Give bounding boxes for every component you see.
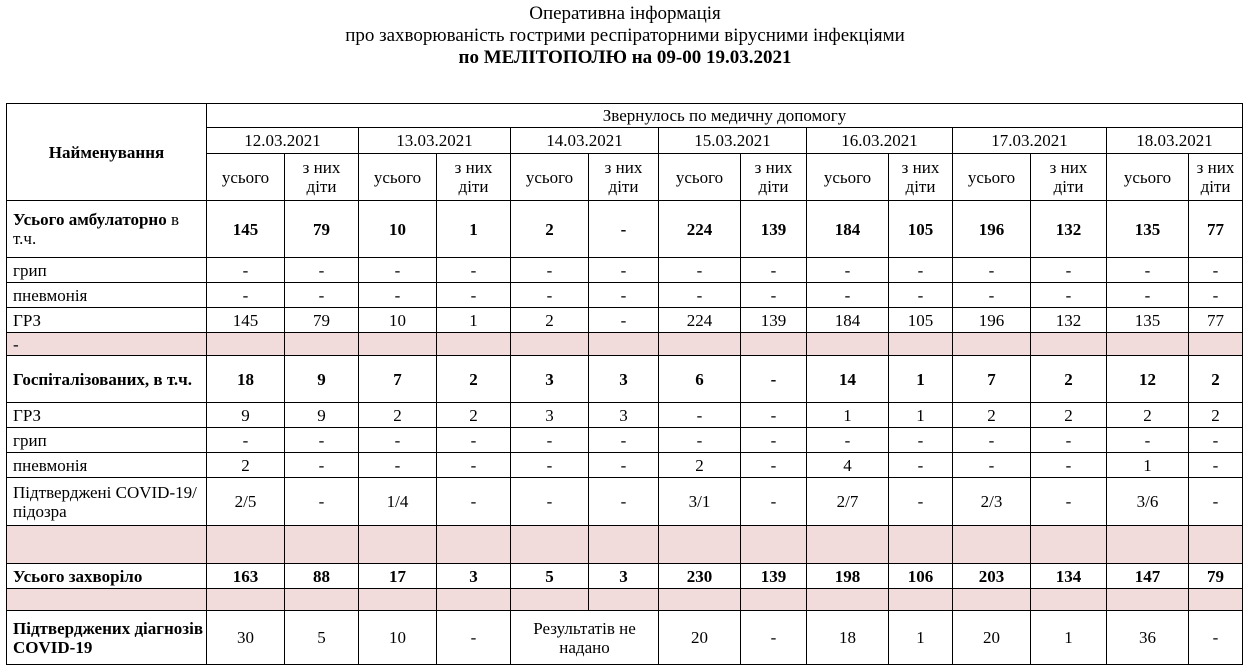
empty-cell bbox=[807, 589, 889, 611]
table-cell: - bbox=[889, 453, 953, 478]
empty-cell bbox=[807, 526, 889, 564]
empty-cell bbox=[889, 333, 953, 356]
table-cell: 230 bbox=[659, 564, 741, 589]
empty-cell bbox=[589, 526, 659, 564]
row-arvi2 bbox=[7, 403, 1243, 428]
empty-cell bbox=[1189, 589, 1243, 611]
row-arvi1 bbox=[7, 308, 1243, 333]
empty-cell bbox=[659, 333, 741, 356]
row-label-bold: Усього амбулаторно bbox=[13, 210, 167, 229]
table-cell: - bbox=[1107, 428, 1189, 453]
table-cell: - bbox=[889, 258, 953, 283]
table-cell: - bbox=[741, 611, 807, 665]
table-cell: 20 bbox=[953, 611, 1031, 665]
table-cell: - bbox=[285, 453, 359, 478]
table-cell: - bbox=[1189, 478, 1243, 526]
table-cell: 1 bbox=[1031, 611, 1107, 665]
row-hosp bbox=[7, 356, 1243, 403]
table-cell: 77 bbox=[1189, 201, 1243, 258]
table-cell: - bbox=[659, 258, 741, 283]
empty-cell bbox=[589, 333, 659, 356]
name-column-header: Найменування bbox=[7, 104, 207, 201]
table-cell: 2/7 bbox=[807, 478, 889, 526]
table-cell: - bbox=[741, 258, 807, 283]
table-cell: - bbox=[1031, 283, 1107, 308]
table-cell: 18 bbox=[207, 356, 285, 403]
table-cell: - bbox=[953, 258, 1031, 283]
row-label: грип bbox=[7, 428, 207, 453]
row-label bbox=[7, 589, 207, 611]
table-cell: 163 bbox=[207, 564, 285, 589]
table-cell: - bbox=[889, 428, 953, 453]
table-cell: 196 bbox=[953, 201, 1031, 258]
table-cell: 2 bbox=[1189, 403, 1243, 428]
subheader-children: з них діти bbox=[1031, 154, 1107, 201]
row-label: - bbox=[7, 333, 207, 356]
row-label bbox=[7, 526, 207, 564]
empty-cell bbox=[207, 526, 285, 564]
empty-cell bbox=[207, 589, 285, 611]
empty-cell bbox=[741, 333, 807, 356]
row-label: пневмонія bbox=[7, 283, 207, 308]
subheader-children: з них діти bbox=[741, 154, 807, 201]
row-label-suffix: в т.ч. bbox=[13, 210, 179, 248]
subheader-total: усього bbox=[1107, 154, 1189, 201]
table-cell: 7 bbox=[953, 356, 1031, 403]
subheader-children: з них діти bbox=[285, 154, 359, 201]
subheader-total: усього bbox=[207, 154, 285, 201]
table-cell: - bbox=[437, 428, 511, 453]
empty-cell bbox=[953, 526, 1031, 564]
table-cell: - bbox=[511, 428, 589, 453]
table-cell: 7 bbox=[359, 356, 437, 403]
date-header: 15.03.2021 bbox=[659, 128, 807, 154]
table-cell: 2 bbox=[659, 453, 741, 478]
table-cell: 2/5 bbox=[207, 478, 285, 526]
table-cell: - bbox=[807, 428, 889, 453]
table-cell: - bbox=[285, 283, 359, 308]
date-header: 12.03.2021 bbox=[207, 128, 359, 154]
table-cell: - bbox=[741, 478, 807, 526]
table-cell: 9 bbox=[285, 403, 359, 428]
subheader-total: усього bbox=[511, 154, 589, 201]
table-cell: - bbox=[359, 283, 437, 308]
table-cell: - bbox=[953, 453, 1031, 478]
table-cell: 203 bbox=[953, 564, 1031, 589]
table-cell: - bbox=[1189, 283, 1243, 308]
table-cell: 139 bbox=[741, 201, 807, 258]
empty-cell bbox=[1031, 589, 1107, 611]
empty-cell bbox=[511, 589, 589, 611]
table-cell: 105 bbox=[889, 201, 953, 258]
date-header: 14.03.2021 bbox=[511, 128, 659, 154]
empty-cell bbox=[359, 589, 437, 611]
table-cell: 147 bbox=[1107, 564, 1189, 589]
subheader-children: з них діти bbox=[589, 154, 659, 201]
table-cell: 135 bbox=[1107, 201, 1189, 258]
table-cell: - bbox=[437, 258, 511, 283]
separator-row bbox=[7, 333, 1243, 356]
table-cell: 10 bbox=[359, 611, 437, 665]
table-cell: 145 bbox=[207, 308, 285, 333]
title-line-1: Оперативна інформація bbox=[529, 3, 721, 24]
table-cell: 1 bbox=[889, 356, 953, 403]
empty-cell bbox=[659, 589, 741, 611]
table-cell: - bbox=[207, 258, 285, 283]
table-cell: - bbox=[741, 403, 807, 428]
table-cell: - bbox=[511, 453, 589, 478]
table-cell: 1 bbox=[807, 403, 889, 428]
empty-cell bbox=[1107, 526, 1189, 564]
table-cell: 139 bbox=[741, 564, 807, 589]
table-cell: - bbox=[953, 428, 1031, 453]
empty-cell bbox=[741, 589, 807, 611]
table-cell: 2 bbox=[1031, 403, 1107, 428]
empty-cell bbox=[741, 526, 807, 564]
table-cell: 196 bbox=[953, 308, 1031, 333]
table-cell: 2 bbox=[207, 453, 285, 478]
separator-row bbox=[7, 589, 1243, 611]
table-cell: 224 bbox=[659, 308, 741, 333]
report-title bbox=[0, 0, 1250, 69]
table-cell: 2 bbox=[1189, 356, 1243, 403]
table-cell: 1/4 bbox=[359, 478, 437, 526]
empty-cell bbox=[1189, 526, 1243, 564]
table-cell: - bbox=[359, 258, 437, 283]
empty-cell bbox=[1031, 333, 1107, 356]
table-cell: - bbox=[437, 478, 511, 526]
title-line-3: по МЕЛІТОПОЛЮ на 09-00 19.03.2021 bbox=[458, 47, 792, 68]
row-label: ГРЗ bbox=[7, 403, 207, 428]
table-cell: 17 bbox=[359, 564, 437, 589]
table-cell: 2 bbox=[359, 403, 437, 428]
table-cell: - bbox=[741, 283, 807, 308]
empty-cell bbox=[437, 333, 511, 356]
table-cell: - bbox=[589, 308, 659, 333]
table-cell: 1 bbox=[437, 201, 511, 258]
row-confirmed bbox=[7, 611, 1243, 665]
empty-cell bbox=[285, 589, 359, 611]
row-amb bbox=[7, 201, 1243, 258]
table-cell: - bbox=[437, 611, 511, 665]
table-cell: 10 bbox=[359, 308, 437, 333]
row-label: Підтверджених діагнозів COVID-19 bbox=[7, 611, 207, 665]
table-cell: - bbox=[1189, 453, 1243, 478]
table-cell: - bbox=[359, 428, 437, 453]
table-cell: 5 bbox=[511, 564, 589, 589]
table-cell: 18 bbox=[807, 611, 889, 665]
empty-cell bbox=[511, 526, 589, 564]
group-header: Звернулось по медичну допомогу bbox=[207, 104, 1243, 128]
table-cell: - bbox=[1031, 453, 1107, 478]
subheader-children: з них діти bbox=[437, 154, 511, 201]
subheader-total: усього bbox=[953, 154, 1031, 201]
table-cell: 135 bbox=[1107, 308, 1189, 333]
table-cell: 1 bbox=[437, 308, 511, 333]
table-cell: - bbox=[659, 428, 741, 453]
empty-cell bbox=[511, 333, 589, 356]
empty-cell bbox=[953, 589, 1031, 611]
empty-cell bbox=[359, 526, 437, 564]
table-cell: 2 bbox=[437, 403, 511, 428]
table-cell: 132 bbox=[1031, 308, 1107, 333]
subheader-total: усього bbox=[807, 154, 889, 201]
table-cell: 184 bbox=[807, 308, 889, 333]
table-cell: 2 bbox=[953, 403, 1031, 428]
empty-cell bbox=[285, 333, 359, 356]
table-cell: 79 bbox=[1189, 564, 1243, 589]
table-cell: - bbox=[1107, 283, 1189, 308]
table-cell: - bbox=[589, 283, 659, 308]
table-cell: - bbox=[437, 453, 511, 478]
table-cell: - bbox=[659, 283, 741, 308]
subheader-total: усього bbox=[659, 154, 741, 201]
row-label: Госпіталізованих, в т.ч. bbox=[7, 356, 207, 403]
table-cell: 6 bbox=[659, 356, 741, 403]
table-cell: 4 bbox=[807, 453, 889, 478]
empty-cell bbox=[659, 526, 741, 564]
table-cell: 2 bbox=[511, 201, 589, 258]
table-cell: 12 bbox=[1107, 356, 1189, 403]
table-cell: - bbox=[437, 283, 511, 308]
table-cell: - bbox=[889, 478, 953, 526]
table-cell: 3 bbox=[511, 356, 589, 403]
empty-cell bbox=[953, 333, 1031, 356]
table-cell: 36 bbox=[1107, 611, 1189, 665]
table-cell: 30 bbox=[207, 611, 285, 665]
title-line-2: про захворюваність гострими респіраторними вірусними інфекціями bbox=[345, 25, 905, 46]
table-cell: 79 bbox=[285, 308, 359, 333]
table-cell: - bbox=[511, 478, 589, 526]
table-cell: - bbox=[953, 283, 1031, 308]
separator-row bbox=[7, 526, 1243, 564]
table-cell: - bbox=[285, 478, 359, 526]
row-label: пневмонія bbox=[7, 453, 207, 478]
table-cell: 77 bbox=[1189, 308, 1243, 333]
table-cell: 1 bbox=[1107, 453, 1189, 478]
table-cell: 145 bbox=[207, 201, 285, 258]
table-cell: - bbox=[1107, 258, 1189, 283]
table-cell: - bbox=[889, 283, 953, 308]
table-cell: - bbox=[1189, 258, 1243, 283]
table-cell: - bbox=[285, 428, 359, 453]
table-cell: 3 bbox=[589, 403, 659, 428]
table-cell: 2 bbox=[437, 356, 511, 403]
table-cell: - bbox=[589, 201, 659, 258]
empty-cell bbox=[1107, 333, 1189, 356]
empty-cell bbox=[889, 526, 953, 564]
empty-cell bbox=[207, 333, 285, 356]
row-total bbox=[7, 564, 1243, 589]
table-cell: - bbox=[589, 453, 659, 478]
table-cell: - bbox=[741, 453, 807, 478]
row-label bbox=[7, 201, 207, 258]
table-cell: - bbox=[807, 283, 889, 308]
row-flu2 bbox=[7, 428, 1243, 453]
table-cell: - bbox=[1031, 428, 1107, 453]
date-header: 13.03.2021 bbox=[359, 128, 511, 154]
table-cell: - bbox=[1189, 611, 1243, 665]
table-cell: 1 bbox=[889, 611, 953, 665]
empty-cell bbox=[285, 526, 359, 564]
no-results-note: Результатів не надано bbox=[511, 611, 659, 665]
table-cell: 9 bbox=[285, 356, 359, 403]
table-cell: - bbox=[589, 478, 659, 526]
table-cell: 88 bbox=[285, 564, 359, 589]
table-cell: 20 bbox=[659, 611, 741, 665]
table-cell: 5 bbox=[285, 611, 359, 665]
empty-cell bbox=[807, 333, 889, 356]
row-pneu2 bbox=[7, 453, 1243, 478]
row-pneu1 bbox=[7, 283, 1243, 308]
table-cell: 2 bbox=[1031, 356, 1107, 403]
empty-cell bbox=[437, 589, 511, 611]
row-flu1 bbox=[7, 258, 1243, 283]
table-cell: 134 bbox=[1031, 564, 1107, 589]
table-cell: 2/3 bbox=[953, 478, 1031, 526]
row-label: ГРЗ bbox=[7, 308, 207, 333]
table-cell: - bbox=[1031, 258, 1107, 283]
date-header: 17.03.2021 bbox=[953, 128, 1107, 154]
table-cell: - bbox=[511, 283, 589, 308]
table-cell: - bbox=[1189, 428, 1243, 453]
empty-cell bbox=[1107, 589, 1189, 611]
table-cell: - bbox=[359, 453, 437, 478]
table-cell: - bbox=[1031, 478, 1107, 526]
table-cell: 9 bbox=[207, 403, 285, 428]
table-cell: - bbox=[207, 428, 285, 453]
table-cell: 3 bbox=[437, 564, 511, 589]
table-cell: 132 bbox=[1031, 201, 1107, 258]
empty-cell bbox=[1189, 333, 1243, 356]
subheader-children: з них діти bbox=[889, 154, 953, 201]
table-cell: - bbox=[741, 356, 807, 403]
row-label: Усього захворіло bbox=[7, 564, 207, 589]
table-cell: 2 bbox=[511, 308, 589, 333]
empty-cell bbox=[589, 589, 659, 611]
table-cell: - bbox=[285, 258, 359, 283]
subheader-children: з них діти bbox=[1189, 154, 1243, 201]
empty-cell bbox=[1031, 526, 1107, 564]
table-cell: 224 bbox=[659, 201, 741, 258]
subheader-total: усього bbox=[359, 154, 437, 201]
table-cell: 3 bbox=[511, 403, 589, 428]
header-row-group bbox=[7, 104, 1243, 128]
table-cell: 79 bbox=[285, 201, 359, 258]
date-header: 16.03.2021 bbox=[807, 128, 953, 154]
table-cell: 3 bbox=[589, 564, 659, 589]
table-cell: 1 bbox=[889, 403, 953, 428]
row-covid bbox=[7, 478, 1243, 526]
table-cell: 2 bbox=[1107, 403, 1189, 428]
table-cell: 3/1 bbox=[659, 478, 741, 526]
table-cell: 139 bbox=[741, 308, 807, 333]
empty-cell bbox=[359, 333, 437, 356]
table-cell: 105 bbox=[889, 308, 953, 333]
empty-cell bbox=[437, 526, 511, 564]
row-label: Підтверджені COVID-19/підозра bbox=[7, 478, 207, 526]
table-cell: - bbox=[207, 283, 285, 308]
table-cell: - bbox=[589, 258, 659, 283]
table-cell: 106 bbox=[889, 564, 953, 589]
table-cell: 3/6 bbox=[1107, 478, 1189, 526]
row-label: грип bbox=[7, 258, 207, 283]
table-cell: - bbox=[659, 403, 741, 428]
table-cell: 184 bbox=[807, 201, 889, 258]
empty-cell bbox=[889, 589, 953, 611]
morbidity-table bbox=[6, 103, 1243, 665]
table-cell: 198 bbox=[807, 564, 889, 589]
table-cell: - bbox=[589, 428, 659, 453]
table-cell: 10 bbox=[359, 201, 437, 258]
table-cell: 14 bbox=[807, 356, 889, 403]
table-cell: - bbox=[807, 258, 889, 283]
table-cell: - bbox=[511, 258, 589, 283]
date-header: 18.03.2021 bbox=[1107, 128, 1243, 154]
table-cell: 3 bbox=[589, 356, 659, 403]
table-cell: - bbox=[741, 428, 807, 453]
